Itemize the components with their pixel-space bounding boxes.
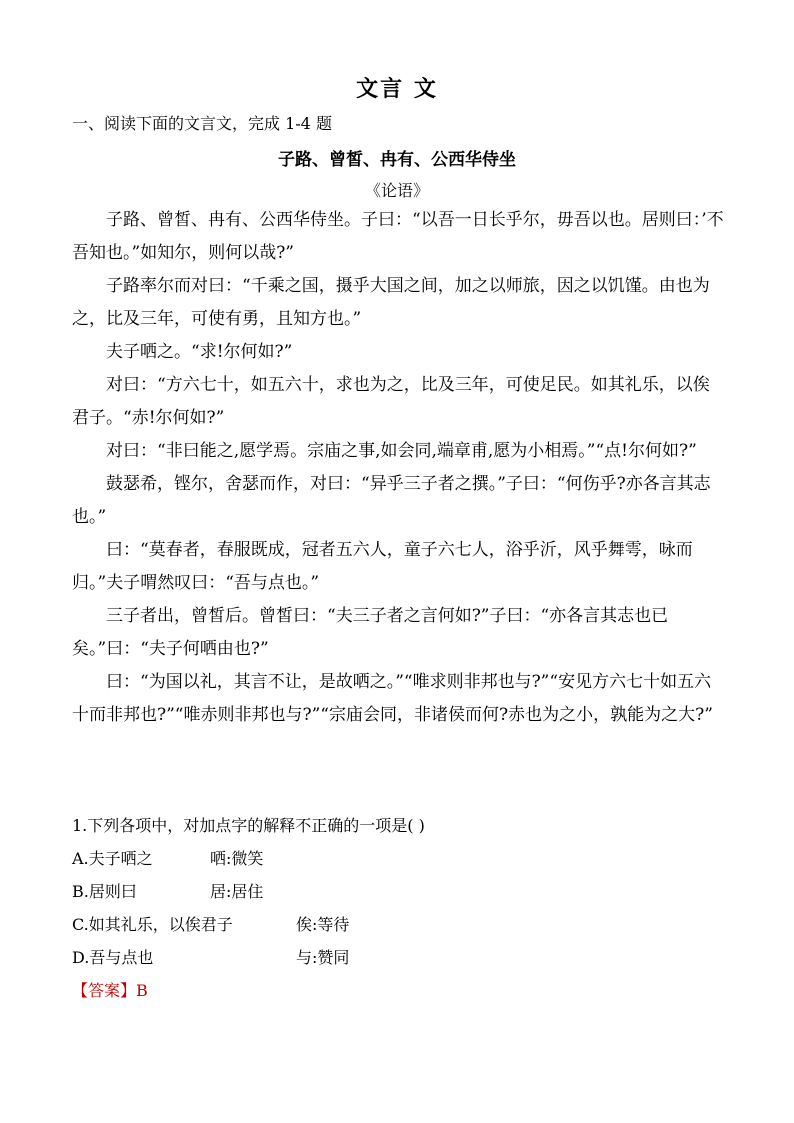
question-1	[72, 809, 724, 1007]
passage-paragraph: 曰：“为国以礼，其言不让，是故哂之。”“唯求则非邦也与?”“安见方六七十如五六十而非邦也?”“唯赤则非邦也与?”“宗庙会同，非诸侯而何?赤也为之小，孰能为之大?”	[72, 672, 713, 725]
option-d	[72, 941, 724, 974]
passage-paragraph: 鼓瑟希，铿尔，舍瑟而作，对曰：“异乎三子者之撰。”子曰：“何伤乎?亦各言其志也。”	[72, 474, 711, 527]
answer-label: 【答案】	[72, 981, 137, 1000]
answer-line	[72, 974, 724, 1007]
passage-paragraph: 对曰：“非曰能之,愿学焉。宗庙之事,如会同,端章甫,愿为小相焉。”“点!尔何如?”	[106, 441, 697, 461]
answer-value: B	[136, 981, 148, 1000]
option-c	[72, 908, 724, 941]
option-a-text: A.夫子哂之	[72, 849, 153, 868]
option-b-gloss: 居:居住	[210, 882, 264, 901]
passage-paragraph: 子路、曾皙、冉有、公西华侍坐。子曰：“以吾一日长乎尔，毋吾以也。居则曰：’不吾知也。”如知尔，则何以哉?”	[72, 210, 724, 263]
passage-paragraph: 子路率尔而对曰：“千乘之国，摄乎大国之间，加之以师旅，因之以饥馑。由也为之，比及三年，可使有勇，且知方也。”	[72, 276, 710, 329]
option-a-gloss: 哂:微笑	[210, 849, 264, 868]
option-d-text: D.吾与点也	[72, 948, 154, 967]
passage-title: 子路、曾皙、冉有、公西华侍坐	[278, 150, 516, 170]
section-instruction: 一、阅读下面的文言文，完成 1-4 题	[72, 114, 332, 133]
passage-paragraph: 对曰：“方六七十，如五六十，求也为之，比及三年，可使足民。如其礼乐，以俟君子。“赤!尔何如?”	[72, 375, 710, 428]
passage-body	[72, 204, 724, 732]
passage-source: 《论语》	[364, 181, 429, 200]
option-b-text: B.居则曰	[72, 882, 137, 901]
passage-paragraph: 夫子哂之。“求!尔何如?”	[106, 342, 293, 362]
passage-paragraph: 曰：“莫春者，春服既成，冠者五六人，童子六七人，浴乎沂，风乎舞雩，咏而归。”夫子喟然叹曰：“吾与点也。”	[72, 540, 693, 593]
document-title: 文言 文	[356, 77, 438, 102]
option-c-gloss: 俟:等待	[296, 915, 350, 934]
option-c-text: C.如其礼乐，以俟君子	[72, 915, 233, 934]
option-a	[72, 842, 724, 875]
option-b	[72, 875, 724, 908]
question-stem: 1.下列各项中，对加点字的解释不正确的一项是( )	[72, 816, 425, 835]
passage-paragraph: 三子者出，曾皙后。曾皙曰：“夫三子者之言何如?”子曰：“亦各言其志也已矣。”曰：“夫子何哂由也?”	[72, 606, 669, 659]
option-d-gloss: 与:赞同	[296, 948, 350, 967]
